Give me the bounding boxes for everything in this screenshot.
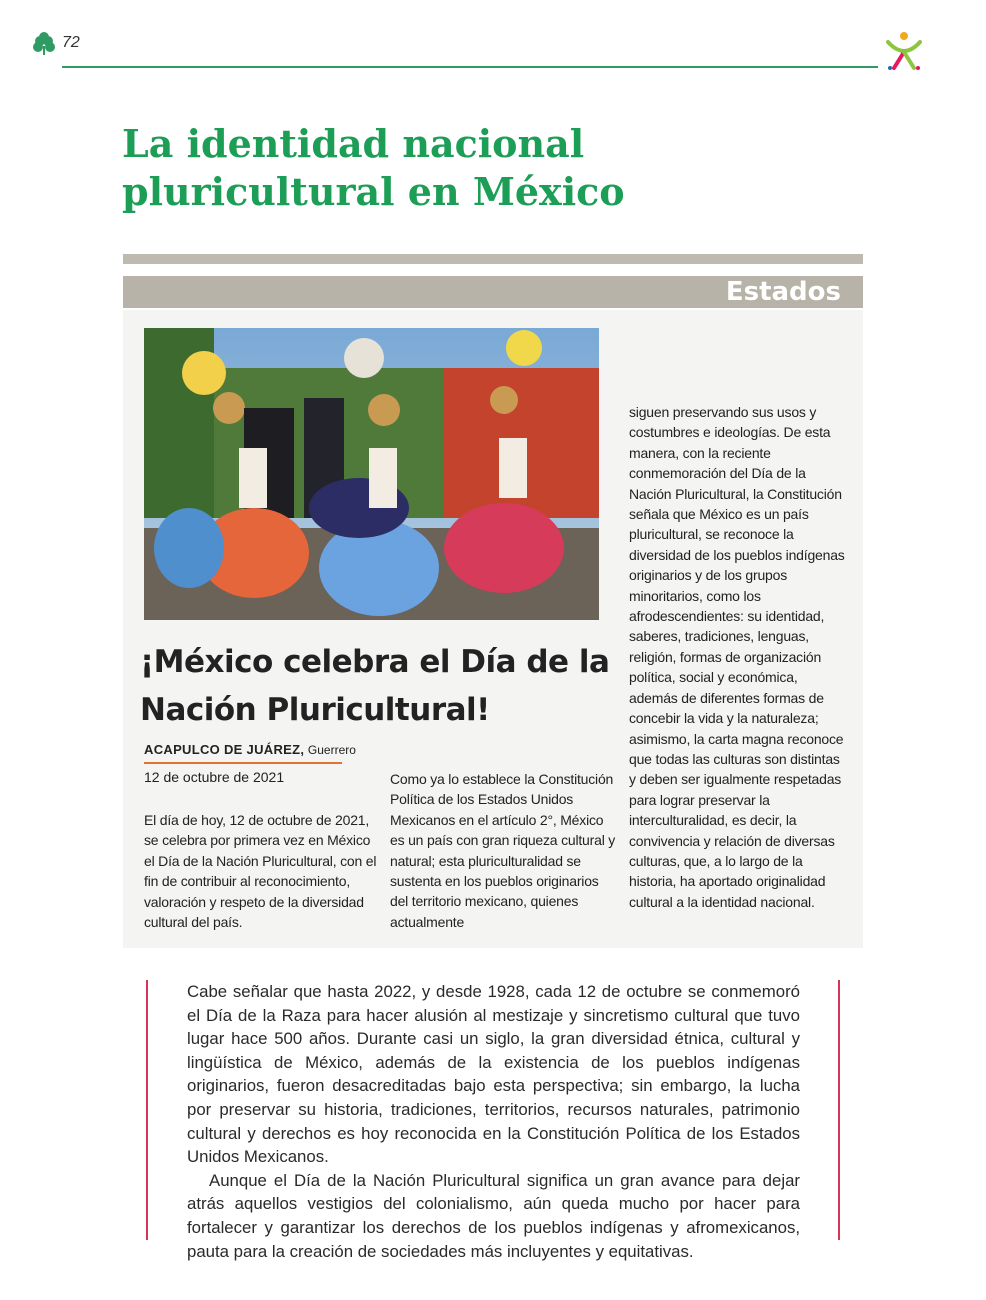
dateline — [144, 742, 356, 757]
section-bar — [123, 276, 863, 308]
header-rule — [62, 66, 878, 68]
body-text — [187, 980, 800, 1263]
stick-figure-logo-icon — [884, 30, 924, 72]
body-paragraph-2: Aunque el Día de la Nación Pluricultural significa un gran avance para dejar atrás aquellos vestigios del colonialismo, aún queda mucho por hacer para fortalecer y garantizar los derechos de los pueblos indígenas y afromexicanos, pauta para la creación de sociedades más incluyentes y equitativas. — [187, 1170, 800, 1261]
festival-dancers-photo — [144, 328, 599, 620]
green-clover-icon — [32, 32, 56, 56]
dateline-state: Guerrero — [307, 743, 356, 757]
body-paragraph-1: Cabe señalar que hasta 2022, y desde 1928, cada 12 de octubre se conmemoró el Día de la Raza para hacer alusión al mestizaje y sincretismo cultural que tuvo lugar hace 500 años. Durante casi un siglo, la gran diversidad étnica, cultural y lingüística de México, además de la existencia de los pueblos indígenas originarios, fueron desacreditadas bajo esta perspectiva; sin embargo, la lucha por preservar su historia, tradiciones, territorios, recursos naturales, patrimonio cultural y derechos es hoy reconocida en la Constitución Política de los Estados Unidos Mexicanos. — [187, 982, 800, 1167]
article-date: 12 de octubre de 2021 — [144, 769, 285, 785]
article-column-1: El día de hoy, 12 de octubre de 2021, se celebra por primera vez en México el Día de la Nación Pluricultural, con el fin de contribuir al reconocimiento, valoración y respeto de la diversidad cultural del país. — [144, 812, 377, 931]
dateline-underline — [144, 762, 342, 764]
section-label: Estados — [725, 277, 841, 307]
body-left-rule — [146, 980, 148, 1240]
page-title: La identidad nacional pluricultural en México — [122, 121, 625, 214]
dateline-city: ACAPULCO DE JUÁREZ, — [144, 742, 305, 757]
article-headline: ¡México celebra el Día de la Nación Pluricultural! — [140, 644, 610, 728]
body-right-rule — [838, 980, 840, 1240]
article-column-3: siguen preservando sus usos y costumbres e ideologías. De esta manera, con la reciente conmemoración del Día de la Nación Pluricultural, la Constitución señala que México es un país pluricultural, se reconoce la diversidad de los pueblos indígenas originarios y de los grupos minoritarios, como los afrodescendientes: su identidad, saberes, tradiciones, lenguas, religión, formas de organización política, social y económica, además de diferentes formas de concebir la vida y la naturaleza; asimismo, la carta magna reconoce que todas las culturas son distintas y deben ser igualmente respetadas para lograr preservar la interculturalidad, es decir, la convivencia y relación de diversas culturas, que, a lo largo de la historia, ha aportado originalidad cultural a la identidad nacional. — [629, 404, 845, 910]
page-number: 72 — [62, 34, 80, 51]
top-gray-bar — [123, 254, 863, 264]
article-column-2: Como ya lo establece la Constitución Política de los Estados Unidos Mexicanos en el artículo 2°, México es un país con gran riqueza cultural y natural; esta pluriculturalidad se sustenta en los pueblos originarios del territorio mexicano, quienes actualmente — [390, 771, 616, 930]
